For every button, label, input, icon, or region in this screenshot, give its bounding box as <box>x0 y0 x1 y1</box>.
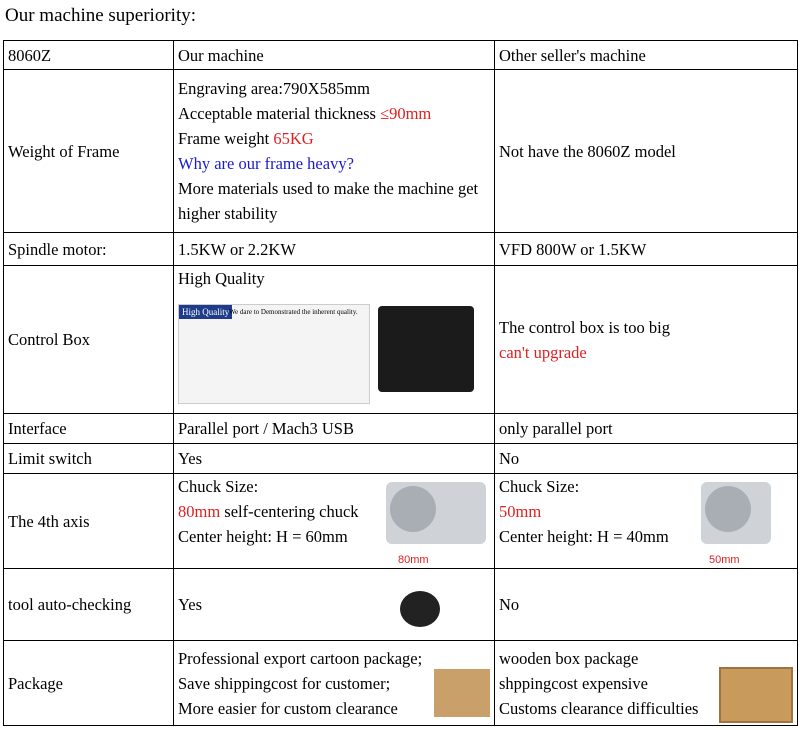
control-other: The control box is too big can't upgrade <box>495 266 798 414</box>
table-row <box>4 266 798 414</box>
high-quality-text: High Quality <box>178 269 265 288</box>
control-ours <box>174 266 495 414</box>
package-other: wooden box package shppingcost expensive Customs clearance difficulties <box>495 641 798 726</box>
table-row <box>4 414 798 444</box>
carton-image <box>434 669 490 717</box>
wooden-crate-image <box>719 667 793 723</box>
rotary-axis-image <box>386 482 486 544</box>
rotary-axis-image <box>701 482 771 544</box>
comparison-table <box>3 40 798 726</box>
row-label: tool auto-checking <box>4 569 174 641</box>
header-model: 8060Z <box>4 41 174 70</box>
frame-ours <box>174 70 495 233</box>
axis4-other: Chuck Size: 50mm Center height: H = 40mm 50mm <box>495 474 798 569</box>
table-row <box>4 233 798 266</box>
limit-ours: Yes <box>174 444 495 474</box>
page-title: Our machine superiority: <box>5 5 197 26</box>
table-row <box>4 641 798 726</box>
table-row <box>4 70 798 233</box>
header-other: Other seller's machine <box>495 41 798 70</box>
row-label: Spindle motor: <box>4 233 174 266</box>
row-label: The 4th axis <box>4 474 174 569</box>
row-label: Interface <box>4 414 174 444</box>
row-label: Limit switch <box>4 444 174 474</box>
interface-other: only parallel port <box>495 414 798 444</box>
row-label: Weight of Frame <box>4 70 174 233</box>
frame-weight: Frame weight 65KG <box>178 129 314 148</box>
row-label: Package <box>4 641 174 726</box>
control-box-image <box>378 306 474 392</box>
engraving-area: Engraving area:790X585mm <box>178 79 370 98</box>
spindle-other: VFD 800W or 1.5KW <box>495 233 798 266</box>
table-row <box>4 474 798 569</box>
control-components-image: High Quality We dare to Demonstrated the inherent quality. <box>178 304 370 404</box>
frame-other: Not have the 8060Z model <box>495 70 798 233</box>
interface-ours: Parallel port / Mach3 USB <box>174 414 495 444</box>
tool-other: No <box>495 569 798 641</box>
table-row <box>4 569 798 641</box>
package-ours: Professional export cartoon package; Save shippingcost for customer; More easier for custom clearance <box>174 641 495 726</box>
spindle-ours: 1.5KW or 2.2KW <box>174 233 495 266</box>
frame-question: Why are our frame heavy? <box>178 154 354 173</box>
axis4-ours: Chuck Size: 80mm self-centering chuck Center height: H = 60mm 80mm <box>174 474 495 569</box>
frame-answer: More materials used to make the machine get higher stability <box>178 179 479 223</box>
limit-other: No <box>495 444 798 474</box>
row-label: Control Box <box>4 266 174 414</box>
header-ours: Our machine <box>174 41 495 70</box>
table-row <box>4 444 798 474</box>
thickness: Acceptable material thickness ≤90mm <box>178 104 432 123</box>
tool-sensor-image <box>392 577 482 633</box>
table-header-row <box>4 41 798 70</box>
tool-ours: Yes <box>174 569 495 641</box>
